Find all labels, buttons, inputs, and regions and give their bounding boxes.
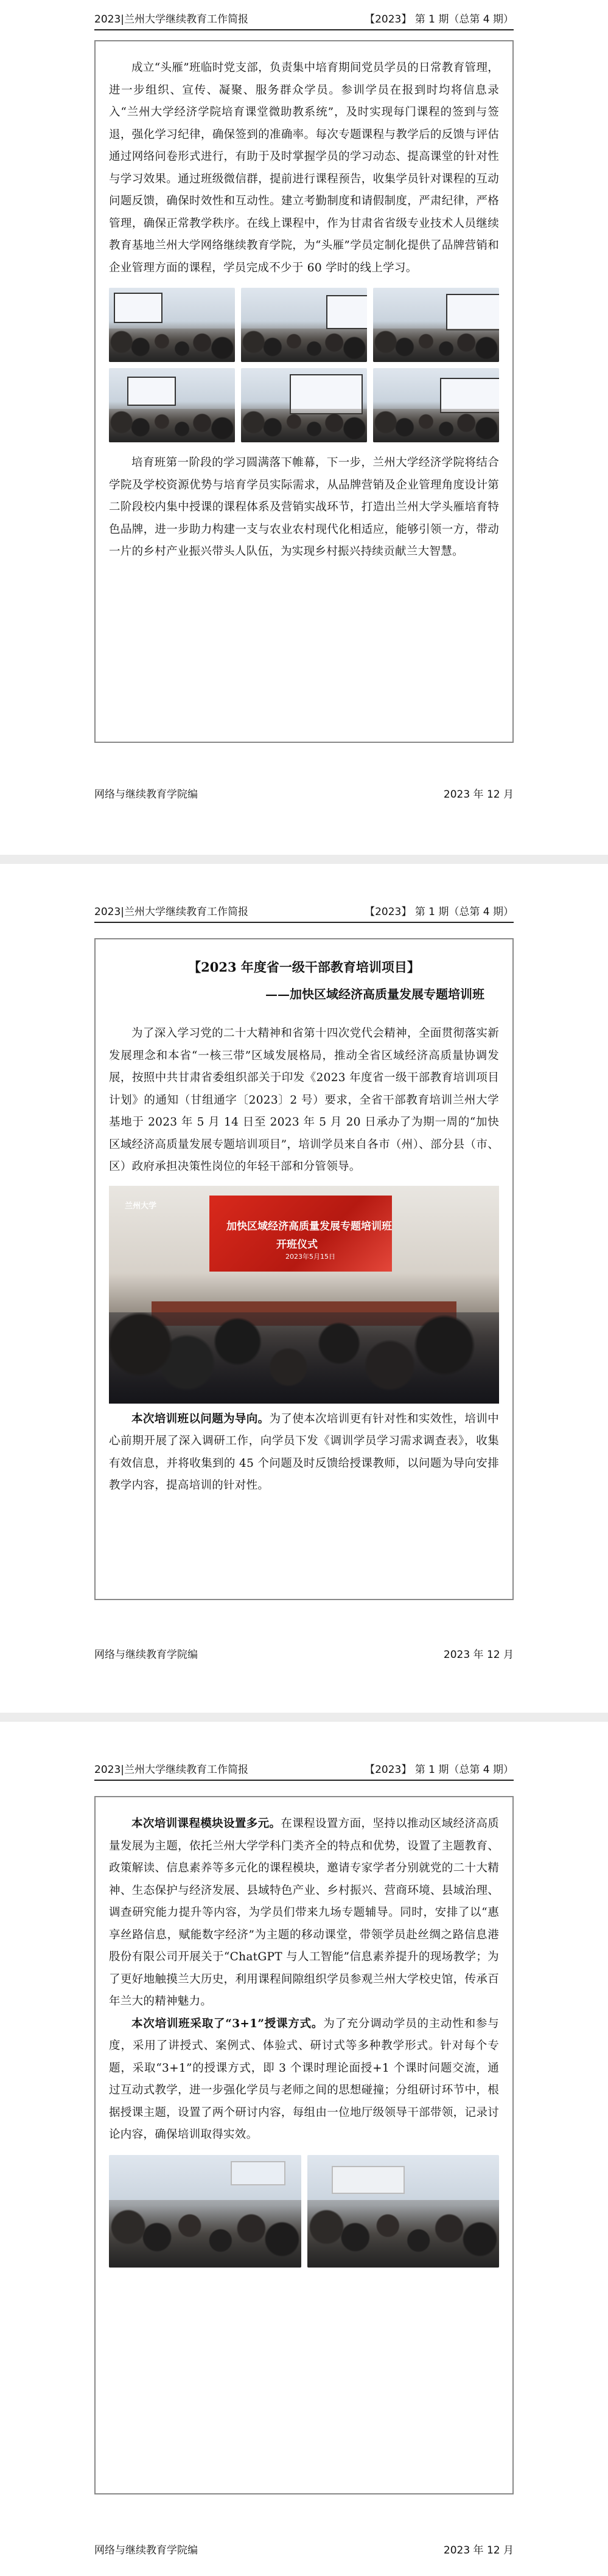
ceremony-banner xyxy=(209,1196,392,1272)
footer-date: 2023 年 12 月 xyxy=(443,2544,514,2557)
paragraph-lead: 本次培训班以问题为导向。 xyxy=(131,1412,270,1426)
audience xyxy=(109,1312,499,1404)
header-issue: 【2023】 第 1 期（总第 4 期） xyxy=(365,1764,514,1776)
photo-gallery xyxy=(109,288,499,442)
classroom-photo xyxy=(109,288,235,362)
article-subtitle: ——加快区域经济高质量发展专题培训班 xyxy=(265,987,484,1001)
page-footer xyxy=(94,2541,514,2557)
footer-date: 2023 年 12 月 xyxy=(443,1649,514,1661)
opening-ceremony-photo xyxy=(109,1186,499,1404)
page-header xyxy=(94,1756,514,1781)
classroom-photo xyxy=(241,288,367,362)
page-header xyxy=(94,0,514,30)
paragraph xyxy=(109,1408,499,1497)
paragraph-body: 在课程设置方面，坚持以推动区域经济高质量发展为主题，依托兰州大学学科门类齐全的特点和优势，设置了主题教育、政策解读、信息素养等多元化的课程模块，邀请专家学者分别就党的二十大精神、生态保护与经济发展、县域特色产业、乡村振兴、营商环境、县域治理、调查研究能力提升等内容，为学员们带来九场专题辅导。同时，安排了以“惠享丝路信息，赋能数字经济”为主题的移动课堂，带领学员赴丝绸之路信息港股份有限公司开展关于“ChatGPT 与人工智能”信息素养提升的现场教学；为了更好地触摸兰大历史，利用课程间隙组织学员参观兰州大学校史馆，传承百年兰大的精神魅力。 xyxy=(109,1817,499,2008)
footer-publisher: 网络与继续教育学院编 xyxy=(94,788,198,801)
header-title: 2023|兰州大学继续教育工作简报 xyxy=(94,1764,248,1776)
page-1 xyxy=(0,0,608,855)
paragraph-lead: 本次培训班采取了“3+1”授课方式。 xyxy=(131,2017,324,2030)
article-box xyxy=(94,938,514,1600)
article-box xyxy=(94,1796,514,2494)
page-header xyxy=(94,899,514,923)
header-issue: 【2023】 第 1 期（总第 4 期） xyxy=(365,906,514,918)
classroom-photo xyxy=(109,368,235,442)
paragraph-lead: 本次培训课程模块设置多元。 xyxy=(131,1817,281,1830)
banner-title: 加快区域经济高质量发展专题培训班 xyxy=(226,1220,392,1233)
photo-gallery xyxy=(109,2155,499,2268)
article-box xyxy=(94,40,514,743)
classroom-photo xyxy=(373,368,499,442)
paragraph xyxy=(109,1813,499,2013)
article-title: 【2023 年度省一级干部教育培训项目】 xyxy=(188,959,420,975)
seminar-photo xyxy=(307,2155,500,2268)
paragraph xyxy=(109,2013,499,2146)
paragraph: 培育班第一阶段的学习圆满落下帷幕，下一步，兰州大学经济学院将结合学院及学校资源优势与培育学员实际需求，从品牌营销及企业管理角度设计第二阶段校内集中授课的课程体系及营销实战环节，打造出兰州大学头雁培育特色品牌，进一步助力构建一支与农业农村现代化相适应，能够引领一方，带动一片的乡村产业振兴带头人队伍，为实现乡村振兴持续贡献兰大智慧。 xyxy=(109,456,499,558)
classroom-photo xyxy=(241,368,367,442)
classroom-photo xyxy=(373,288,499,362)
page-3 xyxy=(0,1722,608,2576)
paragraph-body: 为了充分调动学员的主动性和参与度，采用了讲授式、案例式、体验式、研讨式等多种教学形式。针对每个专题，采取“3+1”的授课方式，即 3 个课时理论面授+1 个课时问题交流，通过互动式教学，进一步强化学员与老师之间的思想碰撞；分组研讨环节中，根据授课主题，设置了两个研讨内容，每组由一位地厅级领导干部带领，记录讨论内容，确保培训取得实效。 xyxy=(109,2017,499,2141)
page-footer xyxy=(94,785,514,801)
header-title: 2023|兰州大学继续教育工作简报 xyxy=(94,906,248,918)
header-issue: 【2023】 第 1 期（总第 4 期） xyxy=(365,13,514,26)
header-title: 2023|兰州大学继续教育工作简报 xyxy=(94,13,248,26)
paragraph-body: 为了使本次培训更有针对性和实效性，培训中心前期开展了深入调研工作，向学员下发《调训学员学习需求调查表》，收集有效信息，并将收集到的 45 个问题及时反馈给授课教师，以问题为导向安排教学内容，提高培训的针对性。 xyxy=(109,1412,499,1492)
paragraph: 为了深入学习党的二十大精神和省第十四次党代会精神，全面贯彻落实新发展理念和本省“一核三带”区域发展格局，推动全省区域经济高质量协调发展，按照中共甘肃省委组织部关于印发《2023 年度省一级干部教育培训项目计划》的通知（甘组通字〔2023〕2 号）要求，全省干部教育培训兰州大学基地于 2023 年 5 月 14 日至 2023 年 5 月 20 日承办了为期一周的“加快区域经济高质量发展专题培训项目”，培训学员来自各市（州）、部分县（市、区）政府承担决策性岗位的年轻干部和分管领导。 xyxy=(109,1027,499,1173)
page-footer xyxy=(94,1646,514,1661)
banner-date: 2023年5月15日 xyxy=(285,1252,335,1261)
page-2 xyxy=(0,864,608,1713)
paragraph: 成立“头雁”班临时党支部，负责集中培育期间党员学员的日常教育管理，进一步组织、宣传、凝聚、服务群众学员。参训学员在报到时均将信息录入“兰州大学经济学院培育课堂微助教系统”，及时实现每门课程的签到与签退，强化学习纪律，确保签到的准确率。每次专题课程与教学后的反馈与评估通过网络问卷形式进行，有助于及时掌握学员的学习动态、提高课堂的针对性与学习效果。通过班级微信群，提前进行课程预告，收集学员针对课程的互动问题反馈，确保时效性和互动性。建立考勤制度和请假制度，严肃纪律，严格管理，确保正常教学秩序。在线上课程中，作为甘肃省省级专业技术人员继续教育基地兰州大学网络继续教育学院，为“头雁”学员定制化提供了品牌营销和企业管理方面的课程，学员完成不少于 60 学时的线上学习。 xyxy=(109,61,499,274)
seminar-photo xyxy=(109,2155,301,2268)
university-logo: 兰州大学 xyxy=(125,1201,157,1211)
footer-publisher: 网络与继续教育学院编 xyxy=(94,1649,198,1661)
banner-subtitle: 开班仪式 xyxy=(276,1238,318,1251)
footer-publisher: 网络与继续教育学院编 xyxy=(94,2544,198,2557)
footer-date: 2023 年 12 月 xyxy=(443,788,514,801)
